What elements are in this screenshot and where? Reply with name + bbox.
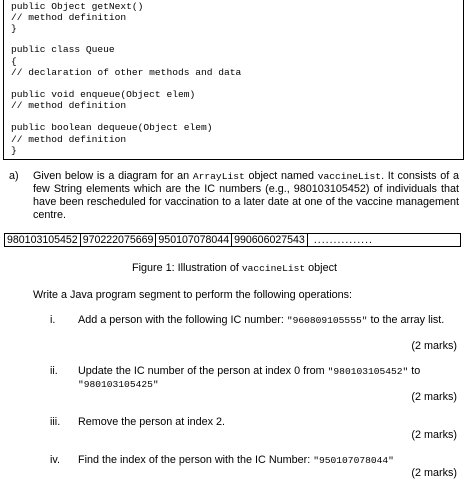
item-text-part: to	[408, 365, 421, 377]
caption-code: vaccineList	[241, 263, 306, 274]
intro-text: . It consists of a few String elements which are the IC numbers (e.g., 980103105452) of individuals that have been rescheduled for vaccination to a later date at one of the vaccine management centre.	[33, 170, 459, 221]
array-cell: 970222075669	[81, 234, 157, 246]
intro-text: object named	[244, 170, 318, 182]
item-text: Remove the person at index 2.	[78, 416, 226, 428]
item-marks: (2 marks)	[411, 467, 457, 479]
code-line: // method definition	[11, 100, 127, 111]
question-label: a)	[9, 170, 19, 182]
caption-text: object	[305, 262, 337, 274]
array-cell: 980103105452	[5, 234, 81, 246]
item-number: i.	[50, 314, 56, 326]
item-text-part: to the array list.	[367, 314, 445, 326]
code-line: // declaration of other methods and data	[11, 67, 242, 78]
item-text	[78, 365, 458, 391]
item-code: "980103105452"	[327, 366, 409, 377]
intro-text: Given below is a diagram for an	[33, 170, 193, 182]
intro-code: ArrayList	[192, 171, 245, 182]
code-listing-box	[3, 0, 464, 160]
item-code: "980103105425"	[78, 379, 159, 390]
item-number: iv.	[50, 454, 60, 466]
code-line: public boolean dequeue(Object elem)	[11, 122, 213, 133]
item-text-part: Update the IC number of the person at index 0 from	[78, 365, 328, 377]
array-cell: 990606027543	[232, 234, 308, 246]
item-text-part: Add a person with the following IC number:	[78, 314, 287, 326]
code-line: public Object getNext()	[11, 1, 144, 12]
code-line: // method definition	[11, 134, 127, 145]
question-intro	[33, 170, 459, 222]
code-line: }	[11, 23, 17, 34]
code-line: public class Queue	[11, 44, 115, 55]
item-marks: (2 marks)	[411, 391, 457, 403]
figure-caption	[0, 262, 469, 275]
item-number: iii.	[50, 416, 61, 428]
item-number: ii.	[50, 365, 58, 377]
code-line: public void enqueue(Object elem)	[11, 89, 196, 100]
code-line: }	[11, 145, 17, 156]
caption-text: Figure 1: Illustration of	[132, 262, 242, 274]
item-marks: (2 marks)	[411, 429, 457, 441]
item-code: "960809105555"	[286, 315, 368, 326]
code-line: {	[11, 56, 17, 67]
item-text	[78, 454, 458, 467]
item-text-part: Find the index of the person with the IC Number:	[78, 454, 314, 466]
intro-code: vaccineList	[317, 171, 382, 182]
item-text	[78, 314, 458, 327]
code-line: // method definition	[11, 12, 127, 23]
item-code: "950107078044"	[313, 455, 394, 466]
item-marks: (2 marks)	[411, 340, 457, 352]
task-instruction: Write a Java program segment to perform the following operations:	[33, 289, 353, 301]
array-list-diagram	[4, 233, 461, 247]
array-cell-ellipsis: ...............	[313, 234, 373, 246]
array-cell: 950107078044	[156, 234, 232, 246]
